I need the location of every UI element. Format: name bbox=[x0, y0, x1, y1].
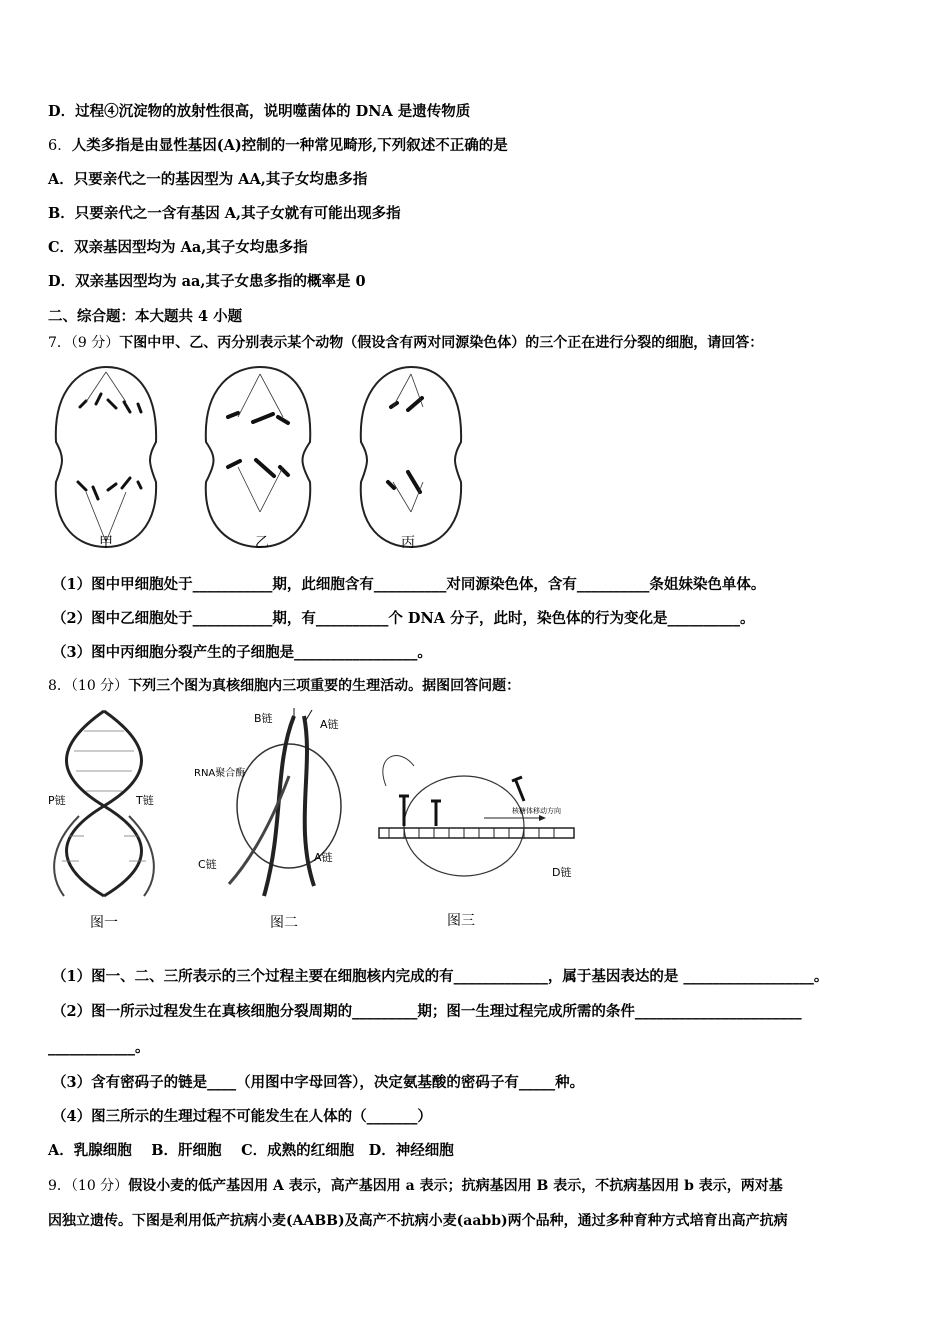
q6-stem bbox=[48, 136, 508, 156]
q8-figure bbox=[44, 706, 604, 936]
q7-sub-3: （3）图中丙细胞分裂产生的子细胞是_________________。 bbox=[52, 644, 432, 661]
figure-3-translation bbox=[379, 756, 574, 879]
b-strand-label: B链 bbox=[254, 712, 273, 725]
q6-number: 6． bbox=[48, 138, 72, 154]
q8-sub-2-continued: ____________。 bbox=[48, 1039, 150, 1056]
q8-sub-1: （1）图一、二、三所表示的三个过程主要在细胞核内完成的有_____________，属于基因表达的是 __________________。 bbox=[52, 968, 829, 985]
rna-polymerase-label: RNA聚合酶 bbox=[194, 768, 246, 779]
figure-3-caption: 图三 bbox=[447, 913, 475, 929]
c-strand-label: C链 bbox=[198, 858, 217, 871]
q8-sub-2: （2）图一所示过程发生在真核细胞分裂周期的_________期；图一生理过程完成所需的条件_______________________ bbox=[52, 1003, 802, 1020]
q6-option-c: C．双亲基因型均为 Aa,其子女均患多指 bbox=[48, 239, 308, 256]
cell-bing bbox=[361, 367, 461, 547]
cell-yi bbox=[206, 367, 310, 547]
q8-score: （10 分） bbox=[70, 678, 129, 694]
ribosome-direction-label: 核糖体移动方向 bbox=[512, 807, 561, 815]
q8-number: 8． bbox=[48, 678, 71, 694]
q7-score: （9 分） bbox=[70, 335, 120, 351]
cell-jia bbox=[56, 367, 156, 547]
t-strand-label: T链 bbox=[136, 794, 154, 807]
figure-1-replication bbox=[48, 711, 154, 896]
q6-option-a: A．只要亲代之一的基因型为 AA,其子女均患多指 bbox=[48, 171, 368, 188]
p-strand-label: P链 bbox=[48, 794, 66, 807]
q7-stem-text: 下图中甲、乙、丙分别表示某个动物（假设含有两对同源染色体）的三个正在进行分裂的细胞，请回答： bbox=[119, 335, 764, 351]
q9-line-2: 因独立遗传。下图是利用低产抗病小麦(AABB)及高产不抗病小麦(aabb)两个品种，通过多种育种方式培育出高产抗病 bbox=[48, 1213, 788, 1229]
q8-stem-text: 下列三个图为真核细胞内三项重要的生理活动。据图回答问题： bbox=[128, 678, 521, 694]
q8-sub-4: （4）图三所示的生理过程不可能发生在人体的（_______） bbox=[52, 1108, 432, 1125]
cell-label-yi: 乙 bbox=[255, 535, 269, 551]
cell-label-bing: 丙 bbox=[401, 535, 415, 551]
q7-number: 7． bbox=[48, 335, 71, 351]
q6-option-b: B．只要亲代之一含有基因 A,其子女就有可能出现多指 bbox=[48, 205, 401, 222]
a-strand-label-top: A链 bbox=[320, 718, 339, 731]
q8-options: A．乳腺细胞 B．肝细胞 C．成熟的红细胞 D．神经细胞 bbox=[48, 1142, 454, 1159]
cell-label-jia: 甲 bbox=[99, 535, 113, 551]
q7-cell-figure bbox=[48, 362, 468, 557]
section-2-heading: 二、综合题：本大题共 4 小题 bbox=[48, 308, 243, 325]
figure-2-transcription bbox=[194, 708, 341, 896]
q8-sub-3: （3）含有密码子的链是____（用图中字母回答），决定氨基酸的密码子有_____种。 bbox=[52, 1074, 585, 1091]
q7-sub-1: （1）图中甲细胞处于___________期，此细胞含有__________对同源染色体，含有__________条姐妹染色单体。 bbox=[52, 576, 766, 593]
q6-stem-text: 人类多指是由显性基因(A)控制的一种常见畸形,下列叙述不正确的是 bbox=[71, 137, 508, 154]
q9-score: （10 分） bbox=[70, 1178, 129, 1194]
q9-number: 9． bbox=[48, 1178, 71, 1194]
q5-option-d: D．过程④沉淀物的放射性很高，说明噬菌体的 DNA 是遗传物质 bbox=[48, 103, 471, 120]
d-strand-label: D链 bbox=[552, 866, 572, 879]
q8-stem bbox=[48, 676, 520, 696]
q9-line-1-text: 假设小麦的低产基因用 A 表示，高产基因用 a 表示；抗病基因用 B 表示，不抗病基因用 b 表示，两对基 bbox=[128, 1178, 783, 1194]
q6-option-d: D．双亲基因型均为 aa,其子女患多指的概率是 0 bbox=[48, 273, 366, 290]
q9-line-1 bbox=[48, 1176, 783, 1196]
a-strand-label-bottom: A链 bbox=[314, 851, 333, 864]
q7-sub-2: （2）图中乙细胞处于___________期，有__________个 DNA 分子，此时，染色体的行为变化是__________。 bbox=[52, 610, 755, 627]
figure-1-caption: 图一 bbox=[90, 915, 118, 931]
q7-stem bbox=[48, 333, 763, 353]
figure-2-caption: 图二 bbox=[270, 915, 298, 931]
